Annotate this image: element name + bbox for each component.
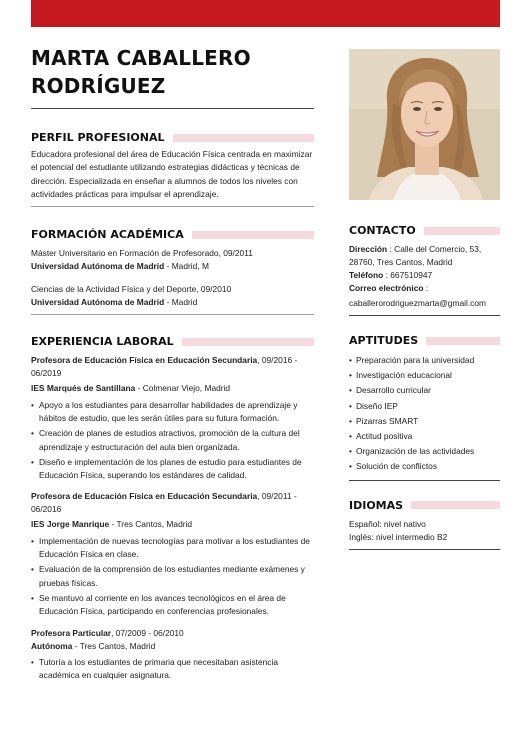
language-item: Inglés: nivel intermedio B2 bbox=[349, 531, 448, 542]
job-bullet: • Apoyo a los estudiantes para desarrollar habilidades de aprendizaje y hábitos de estudio, que les serán útiles para su futura formación. bbox=[31, 399, 314, 426]
section-title-bar bbox=[424, 227, 500, 235]
job-bullet: • Diseño e implementación de los planes de estudio para estudiantes de Educación Física, superando los estándares de calidad. bbox=[31, 456, 314, 483]
section-divider bbox=[349, 315, 500, 316]
contacto-title: CONTACTO bbox=[349, 224, 416, 237]
job-dates: , 09/2016 - 06/2019 bbox=[31, 355, 298, 379]
job-location: - Tres Cantos, Madrid bbox=[109, 519, 193, 530]
education-school: Universidad Autónoma de Madrid bbox=[31, 297, 165, 308]
candidate-name: MARTA CABALLERO RODRÍGUEZ bbox=[31, 44, 314, 109]
contacto-heading bbox=[349, 224, 500, 237]
job-dates: , 07/2009 - 06/2010 bbox=[111, 627, 184, 638]
perfil-heading bbox=[31, 131, 314, 144]
job-role: Profesora de Educación Física en Educación Secundaria bbox=[31, 355, 258, 366]
section-title-bar bbox=[411, 501, 500, 509]
section-title-bar bbox=[426, 337, 500, 345]
job-company: IES Jorge Manrique bbox=[31, 519, 110, 530]
job-bullets bbox=[31, 535, 314, 619]
main-column bbox=[31, 44, 314, 684]
skills-list bbox=[349, 353, 500, 475]
formacion-title: FORMACIÓN ACADÉMICA bbox=[31, 228, 184, 242]
skill-item: • Pizarras SMART bbox=[349, 414, 500, 429]
job-bullet: • Se mantuvo al corriente en los avances tecnológicos en el área de Educación Física, participando en conferencias profesionales. bbox=[31, 592, 314, 619]
education-degree: Ciencias de la Actividad Física y del Deporte, 09/2010 bbox=[31, 283, 232, 294]
job-role: Profesora Particular bbox=[31, 627, 112, 638]
section-divider bbox=[349, 480, 500, 481]
aptitudes-title: APTITUDES bbox=[349, 334, 419, 347]
perfil-text: Educadora profesional del área de Educación Física centrada en maximizar el potencial del estudiante utilizando estrategias didácticas y técnicas de dirección. Especializada en enseñar a alumnos de todos los niveles con actividades prácticas para impulsar el aprendizaje. bbox=[31, 149, 313, 199]
job-role: Profesora de Educación Física en Educación Secundaria bbox=[31, 491, 258, 502]
formacion-section bbox=[31, 228, 314, 315]
education-location: - Madrid bbox=[164, 297, 198, 308]
profile-photo bbox=[349, 49, 500, 200]
phone-label: Teléfono bbox=[349, 270, 384, 280]
idiomas-heading bbox=[349, 499, 500, 512]
idiomas-section bbox=[349, 499, 500, 551]
section-divider bbox=[31, 206, 314, 207]
job-bullet: • Implementación de nuevas tecnologías para motivar a los estudiantes de Educación Física en clase. bbox=[31, 535, 314, 562]
job-bullets bbox=[31, 656, 314, 683]
skill-item: • Diseño IEP bbox=[349, 399, 500, 414]
job-location: - Tres Cantos, Madrid bbox=[72, 640, 156, 651]
section-divider bbox=[31, 314, 314, 315]
perfil-section bbox=[31, 131, 314, 207]
skill-item: • Solución de conflictos bbox=[349, 459, 500, 474]
job-dates: , 09/2011 - 06/2016 bbox=[31, 491, 297, 515]
job-bullet: • Evaluación de la comprensión de los estudiantes mediante exámenes y pruebas físicas. bbox=[31, 563, 314, 590]
portrait-image bbox=[349, 49, 500, 200]
job-item bbox=[31, 354, 314, 482]
skill-item: • Investigación educacional bbox=[349, 368, 500, 383]
skill-item: • Organización de las actividades bbox=[349, 444, 500, 459]
education-item bbox=[31, 283, 314, 310]
job-item bbox=[31, 627, 314, 683]
education-degree: Máster Universitario en Formación de Profesorado, 09/2011 bbox=[31, 248, 253, 259]
address-value: : Calle del Comercio, 53, 28760, Tres Cantos, Madrid bbox=[349, 244, 482, 267]
education-school: Universidad Autónoma de Madrid bbox=[31, 261, 165, 272]
phone-value: : 667510947 bbox=[383, 270, 433, 280]
sidebar-column bbox=[349, 49, 500, 550]
job-company: IES Marqués de Santillana bbox=[31, 383, 136, 394]
job-company: Autónoma bbox=[31, 640, 73, 651]
contact-details bbox=[349, 243, 500, 310]
skill-item: • Actitud positiva bbox=[349, 429, 500, 444]
education-location: - Madrid, M bbox=[164, 261, 209, 272]
job-bullet: • Tutoría a los estudiantes de primaria que necesitaban asistencia académica en cualquier asignatura. bbox=[31, 656, 314, 683]
email-value[interactable]: caballerorodriguezmarta@gmail.com bbox=[349, 298, 486, 308]
language-item: Español: nivel nativo bbox=[349, 518, 426, 529]
address-label: Dirección bbox=[349, 244, 388, 254]
job-bullet: • Creación de planes de estudios atractivos, promoción de la cultura del aprendizaje y estructuración del aula bien organizada. bbox=[31, 427, 314, 454]
experiencia-heading bbox=[31, 335, 314, 348]
aptitudes-section bbox=[349, 334, 500, 481]
contacto-section bbox=[349, 224, 500, 316]
section-title-bar bbox=[192, 231, 314, 239]
section-divider bbox=[349, 549, 500, 550]
job-bullets bbox=[31, 399, 314, 483]
perfil-title: PERFIL PROFESIONAL bbox=[31, 131, 165, 144]
formacion-heading bbox=[31, 228, 314, 241]
idiomas-title: IDIOMAS bbox=[349, 498, 404, 512]
section-title-bar bbox=[182, 338, 314, 346]
skill-item: • Desarrollo curricular bbox=[349, 383, 500, 398]
experiencia-section bbox=[31, 335, 314, 682]
job-location: - Colmenar Viejo, Madrid bbox=[135, 383, 231, 394]
header-accent-bar bbox=[31, 0, 500, 27]
section-title-bar bbox=[173, 134, 315, 142]
aptitudes-heading bbox=[349, 334, 500, 347]
email-label: Correo electrónico bbox=[349, 283, 424, 293]
job-item bbox=[31, 490, 314, 618]
experiencia-title: EXPERIENCIA LABORAL bbox=[31, 335, 174, 349]
education-item bbox=[31, 247, 314, 274]
skill-item: • Preparación para la universidad bbox=[349, 353, 500, 368]
email-separator: : bbox=[423, 283, 429, 293]
